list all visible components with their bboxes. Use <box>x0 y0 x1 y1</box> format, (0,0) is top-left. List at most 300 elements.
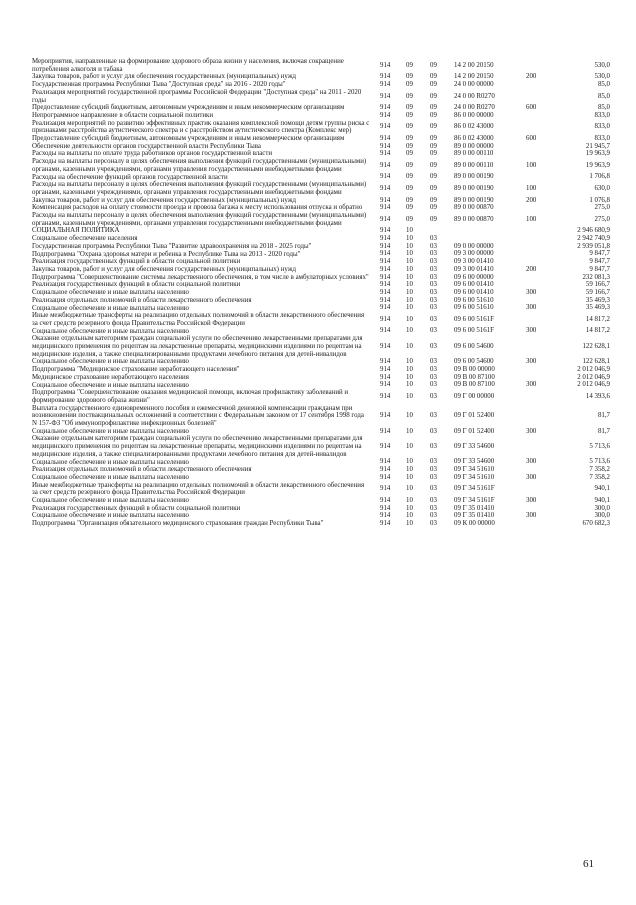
column-gr: 914 <box>380 104 391 112</box>
row-name: Подпрограмма "Медицинское страхование неработающего населения" <box>32 366 240 374</box>
column-sum: 7 358,2 <box>589 466 610 474</box>
column-cs: 24 0 00 R0270 <box>454 104 495 112</box>
column-sum: 2 946 680,9 <box>577 227 610 235</box>
column-cs: 89 0 00 00190 <box>454 173 494 181</box>
column-gr: 914 <box>380 466 391 474</box>
column-sum: 9 847,7 <box>589 265 610 273</box>
table-row <box>32 143 610 151</box>
column-sum: 85,0 <box>597 92 610 100</box>
column-cs: 09 Г 34 5161F <box>454 497 495 505</box>
table-row <box>32 266 610 274</box>
row-name: Реализация мероприятий государственной программы Российской Федерации "Доступная среда" на 2011 - 2020 годы <box>32 88 362 104</box>
column-vr: 300 <box>526 358 537 366</box>
column-cs: 09 Г 33 54600 <box>454 443 495 451</box>
column-sum: 19 963,9 <box>585 161 610 169</box>
table-row <box>32 305 610 313</box>
table-row <box>32 482 610 497</box>
column-gr: 914 <box>380 265 391 273</box>
column-sum: 5 713,6 <box>589 443 610 451</box>
column-pr: 03 <box>430 393 437 401</box>
column-pr: 09 <box>430 173 437 181</box>
column-vr: 100 <box>526 215 537 223</box>
column-cs: 09 6 00 01410 <box>454 281 494 289</box>
row-name: Реализация мероприятий по развитию эффективных практик оказания комплексной помощи детям группы риска с признаками расстройства аутистического спектра и с расстройством аутистического спектра (Комплекс мер) <box>32 119 370 135</box>
column-rz: 09 <box>406 161 413 169</box>
column-pr: 09 <box>430 61 437 69</box>
row-name: Социальное обеспечение населения <box>32 235 138 243</box>
column-rz: 10 <box>406 343 413 351</box>
column-rz: 09 <box>406 104 413 112</box>
row-name: Оказание отдельным категориям граждан социальной услуги по обеспечению лекарственными препаратами для медицинского применения по рецептам на лекарственные препараты, медицинскими изделиями по рецептам на медицинские изделия, а также специализированными продуктами лечебного питания для детей-инвалидов <box>32 435 363 458</box>
row-name: Расходы на выплаты персоналу в целях обеспечения выполнения функций государственными (муниципальными) органами, казенными учреждениями, органами управления государственными внебюджетными фондами <box>32 158 367 173</box>
column-cs: 86 0 02 43000 <box>454 123 494 131</box>
column-sum: 14 393,6 <box>585 393 610 401</box>
column-pr: 09 <box>430 73 437 81</box>
table-row <box>32 466 610 474</box>
column-vr: 300 <box>526 458 537 466</box>
table-row <box>32 73 610 81</box>
column-vr: 100 <box>526 185 537 193</box>
column-rz: 09 <box>406 215 413 223</box>
column-gr: 914 <box>380 289 391 297</box>
column-gr: 914 <box>380 458 391 466</box>
column-rz: 09 <box>406 196 413 204</box>
row-name: Реализация государственных функций в области социальной политики <box>32 258 241 266</box>
column-rz: 10 <box>406 466 413 474</box>
column-cs: 09 6 00 51610 <box>454 296 494 304</box>
row-name: Реализация отдельных полномочий в области лекарственного обеспечения <box>32 466 252 474</box>
column-sum: 833,0 <box>594 123 610 131</box>
column-cs: 09 Г 35 01410 <box>454 512 495 520</box>
column-gr: 914 <box>380 316 391 324</box>
column-vr: 300 <box>526 289 537 297</box>
row-name: Социальное обеспечение и иные выплаты населению <box>32 289 189 297</box>
row-name: СОЦИАЛЬНАЯ ПОЛИТИКА <box>32 227 120 235</box>
table-row <box>32 58 610 73</box>
column-pr: 03 <box>430 373 437 381</box>
table-row <box>32 81 610 89</box>
column-pr: 03 <box>430 265 437 273</box>
column-pr: 09 <box>430 92 437 100</box>
column-vr: 200 <box>526 73 537 81</box>
column-rz: 10 <box>406 443 413 451</box>
column-rz: 09 <box>406 185 413 193</box>
column-cs: 09 3 00 01410 <box>454 258 494 266</box>
column-sum: 122 628,1 <box>582 343 610 351</box>
column-vr: 300 <box>526 512 537 520</box>
table-row <box>32 112 610 120</box>
column-pr: 03 <box>430 381 437 389</box>
column-rz: 10 <box>406 304 413 312</box>
column-cs: 89 0 00 00870 <box>454 204 494 212</box>
column-gr: 914 <box>380 173 391 181</box>
column-pr: 03 <box>430 412 437 420</box>
column-gr: 914 <box>380 81 391 89</box>
table-row <box>32 212 610 227</box>
column-cs: 09 Г 34 51610 <box>454 473 495 481</box>
column-sum: 9 847,7 <box>589 250 610 258</box>
column-vr: 600 <box>526 135 537 143</box>
table-row <box>32 120 610 135</box>
column-gr: 914 <box>380 150 391 158</box>
column-pr: 03 <box>430 316 437 324</box>
column-pr: 09 <box>430 196 437 204</box>
column-sum: 85,0 <box>597 104 610 112</box>
table-row <box>32 474 610 482</box>
column-cs: 89 0 00 00190 <box>454 196 494 204</box>
row-name: Подпрограмма "Охрана здоровья матери и ребенка в Республике Тыва на 2013 - 2020 годы" <box>32 250 301 258</box>
column-gr: 914 <box>380 373 391 381</box>
column-gr: 914 <box>380 273 391 281</box>
column-cs: 09 0 00 00000 <box>454 242 494 250</box>
row-name: Социальное обеспечение и иные выплаты населению <box>32 381 189 389</box>
column-sum: 2 939 051,8 <box>577 242 610 250</box>
column-cs: 09 К 00 00000 <box>454 520 495 528</box>
row-name: Предоставление субсидий бюджетным, автономным учреждениям и иным некоммерческим организациям <box>32 135 345 143</box>
table-row <box>32 258 610 266</box>
table-row <box>32 158 610 173</box>
column-vr: 600 <box>526 104 537 112</box>
column-gr: 914 <box>380 196 391 204</box>
table-row <box>32 512 610 520</box>
column-pr: 03 <box>430 358 437 366</box>
column-sum: 2 012 046,9 <box>577 366 610 374</box>
column-sum: 2 942 740,9 <box>577 235 610 243</box>
column-rz: 09 <box>406 73 413 81</box>
column-vr: 300 <box>526 497 537 505</box>
row-name: Социальное обеспечение и иные выплаты населению <box>32 497 189 505</box>
section-heading-row <box>32 227 610 235</box>
column-pr: 03 <box>430 289 437 297</box>
row-name: Государственная программа Республики Тыва "Развитие здравоохранения на 2018 - 2025 годы" <box>32 242 312 250</box>
column-gr: 914 <box>380 427 391 435</box>
column-rz: 10 <box>406 520 413 528</box>
column-cs: 14 2 00 20150 <box>454 73 494 81</box>
row-name: Реализация государственных функций в области социальной политики <box>32 281 241 289</box>
column-gr: 914 <box>380 250 391 258</box>
column-gr: 914 <box>380 204 391 212</box>
column-pr: 09 <box>430 161 437 169</box>
column-rz: 10 <box>406 227 413 235</box>
column-rz: 10 <box>406 427 413 435</box>
column-cs: 89 0 00 00000 <box>454 142 494 150</box>
row-name: Непрограммное направление в области социальной политики <box>32 111 214 119</box>
page-number: 61 <box>583 858 594 870</box>
table-row <box>32 382 610 390</box>
column-gr: 914 <box>380 512 391 520</box>
column-sum: 530,0 <box>594 61 610 69</box>
column-cs: 09 Г 35 01410 <box>454 504 495 512</box>
column-cs: 86 0 00 00000 <box>454 111 494 119</box>
column-gr: 914 <box>380 123 391 131</box>
column-pr: 03 <box>430 520 437 528</box>
column-rz: 09 <box>406 92 413 100</box>
table-row <box>32 89 610 104</box>
table-row <box>32 428 610 436</box>
column-pr: 03 <box>430 242 437 250</box>
column-vr: 300 <box>526 427 537 435</box>
column-rz: 10 <box>406 358 413 366</box>
row-name: Расходы на выплаты персоналу в целях обеспечения выполнения функций государственными (муниципальными) органами, казенными учреждениями, органами управления государственными внебюджетными фондами <box>32 181 367 196</box>
column-gr: 914 <box>380 366 391 374</box>
column-sum: 19 963,9 <box>585 150 610 158</box>
row-name: Медицинское страхование неработающего населения <box>32 373 189 381</box>
column-pr: 09 <box>430 123 437 131</box>
column-rz: 10 <box>406 289 413 297</box>
table-row <box>32 289 610 297</box>
column-gr: 914 <box>380 343 391 351</box>
column-pr: 03 <box>430 427 437 435</box>
column-sum: 940,1 <box>594 497 610 505</box>
column-rz: 09 <box>406 81 413 89</box>
column-gr: 914 <box>380 485 391 493</box>
column-sum: 833,0 <box>594 111 610 119</box>
column-rz: 10 <box>406 366 413 374</box>
column-pr: 03 <box>430 296 437 304</box>
column-rz: 09 <box>406 204 413 212</box>
column-cs: 86 0 02 43000 <box>454 135 494 143</box>
table-row <box>32 181 610 196</box>
column-gr: 914 <box>380 443 391 451</box>
row-name: Закупка товаров, работ и услуг для обеспечения государственных (муниципальных) нужд <box>32 196 296 204</box>
column-pr: 03 <box>430 466 437 474</box>
row-name: Реализация государственных функций в области социальной политики <box>32 504 241 512</box>
column-rz: 10 <box>406 258 413 266</box>
column-pr: 03 <box>430 458 437 466</box>
table-row <box>32 243 610 251</box>
column-rz: 10 <box>406 242 413 250</box>
column-gr: 914 <box>380 497 391 505</box>
column-gr: 914 <box>380 381 391 389</box>
column-sum: 300,0 <box>594 512 610 520</box>
table-row <box>32 174 610 182</box>
table-row <box>32 197 610 205</box>
column-rz: 10 <box>406 327 413 335</box>
column-sum: 1 706,8 <box>589 173 610 181</box>
table-row <box>32 297 610 305</box>
column-gr: 914 <box>380 258 391 266</box>
column-rz: 10 <box>406 296 413 304</box>
table-row <box>32 366 610 374</box>
column-gr: 914 <box>380 235 391 243</box>
row-name: Социальное обеспечение и иные выплаты населению <box>32 512 189 520</box>
row-name: Выплата государственного единовременного пособия и ежемесячной денежной компенсации гражданам при возникновении поствакцинальных осложнений в соответствии с Федеральным законом от 17 сентября 1998 года N 157-ФЗ "Об иммунопрофилактике инфекционных болезней" <box>32 404 364 428</box>
column-cs: 24 0 00 00000 <box>454 81 494 89</box>
column-sum: 59 166,7 <box>585 281 610 289</box>
column-gr: 914 <box>380 73 391 81</box>
column-gr: 914 <box>380 473 391 481</box>
column-sum: 300,0 <box>594 504 610 512</box>
column-pr: 03 <box>430 250 437 258</box>
table-row <box>32 204 610 212</box>
column-vr: 300 <box>526 327 537 335</box>
column-cs: 09 6 00 01410 <box>454 289 494 297</box>
column-sum: 630,0 <box>594 185 610 193</box>
row-name: Социальное обеспечение и иные выплаты населению <box>32 473 189 481</box>
table-row <box>32 251 610 259</box>
column-pr: 03 <box>430 281 437 289</box>
column-rz: 10 <box>406 281 413 289</box>
table-row <box>32 150 610 158</box>
column-rz: 10 <box>406 273 413 281</box>
row-name: Государственная программа Республики Тыва "Доступная среда" на 2016 - 2020 годы" <box>32 81 286 89</box>
column-pr: 09 <box>430 81 437 89</box>
column-gr: 914 <box>380 227 391 235</box>
column-gr: 914 <box>380 281 391 289</box>
column-rz: 10 <box>406 316 413 324</box>
column-sum: 275,0 <box>594 204 610 212</box>
column-cs: 09 6 00 54600 <box>454 343 494 351</box>
column-pr: 09 <box>430 142 437 150</box>
table-row <box>32 281 610 289</box>
column-pr: 03 <box>430 235 437 243</box>
column-gr: 914 <box>380 215 391 223</box>
column-cs: 09 6 00 00000 <box>454 273 494 281</box>
column-gr: 914 <box>380 61 391 69</box>
column-rz: 10 <box>406 504 413 512</box>
column-rz: 10 <box>406 265 413 273</box>
column-cs: 09 6 00 54600 <box>454 358 494 366</box>
column-rz: 10 <box>406 497 413 505</box>
column-sum: 59 166,7 <box>585 289 610 297</box>
column-vr: 300 <box>526 473 537 481</box>
column-rz: 09 <box>406 135 413 143</box>
column-gr: 914 <box>380 135 391 143</box>
column-cs: 89 0 00 00190 <box>454 185 494 193</box>
column-cs: 09 Г 34 5161F <box>454 485 495 493</box>
column-sum: 7 358,2 <box>589 473 610 481</box>
table-row <box>32 459 610 467</box>
column-rz: 09 <box>406 173 413 181</box>
table-row <box>32 520 610 528</box>
column-sum: 21 945,7 <box>585 142 610 150</box>
row-name: Социальное обеспечение и иные выплаты населению <box>32 327 189 335</box>
table-row <box>32 328 610 336</box>
table-row <box>32 389 610 404</box>
column-pr: 03 <box>430 343 437 351</box>
table-row <box>32 335 610 358</box>
column-sum: 2 012 046,9 <box>577 373 610 381</box>
row-name: Расходы на обеспечение функций органов государственной власти <box>32 173 228 181</box>
column-gr: 914 <box>380 296 391 304</box>
column-rz: 10 <box>406 512 413 520</box>
column-sum: 14 817,2 <box>585 327 610 335</box>
column-cs: 24 0 00 R0270 <box>454 92 495 100</box>
column-pr: 03 <box>430 327 437 335</box>
column-cs: 89 0 00 00110 <box>454 150 494 158</box>
column-cs: 09 Г 01 52400 <box>454 412 495 420</box>
column-cs: 09 6 00 5161F <box>454 327 495 335</box>
column-pr: 09 <box>430 185 437 193</box>
budget-table <box>32 58 610 528</box>
table-row <box>32 135 610 143</box>
row-name: Расходы на выплаты по оплате труда работников органов государственной власти <box>32 150 273 158</box>
table-row <box>32 274 610 282</box>
column-pr: 03 <box>430 473 437 481</box>
column-sum: 232 081,3 <box>582 273 610 281</box>
column-sum: 85,0 <box>597 81 610 89</box>
column-pr: 09 <box>430 150 437 158</box>
column-pr: 03 <box>430 485 437 493</box>
table-row <box>32 374 610 382</box>
row-name: Оказание отдельным категориям граждан социальной услуги по обеспечению лекарственными препаратами для медицинского применения по рецептам на лекарственные препараты, медицинскими изделиями по рецептам на медицинские изделия, а также специализированными продуктами лечебного питания для детей-инвалидов <box>32 335 363 358</box>
column-gr: 914 <box>380 304 391 312</box>
column-cs: 09 В 00 87100 <box>454 373 495 381</box>
column-sum: 1 076,8 <box>589 196 610 204</box>
row-name: Социальное обеспечение и иные выплаты населению <box>32 304 189 312</box>
column-rz: 10 <box>406 473 413 481</box>
column-vr: 200 <box>526 265 537 273</box>
column-vr: 200 <box>526 196 537 204</box>
column-sum: 81,7 <box>597 412 610 420</box>
row-name: Иные межбюджетные трансферты на реализацию отдельных полномочий в области лекарственного обеспечения за счет средств резервного фонда Правительства Российской Федерации <box>32 481 365 497</box>
column-gr: 914 <box>380 161 391 169</box>
column-rz: 10 <box>406 412 413 420</box>
row-name: Предоставление субсидий бюджетным, автономным учреждениям и иным некоммерческим организациям <box>32 104 345 112</box>
row-name: Социальное обеспечение и иные выплаты населению <box>32 358 189 366</box>
column-vr: 300 <box>526 381 537 389</box>
column-rz: 10 <box>406 235 413 243</box>
column-sum: 530,0 <box>594 73 610 81</box>
column-cs: 14 2 00 20150 <box>454 61 494 69</box>
row-name: Подпрограмма "Совершенствование оказания медицинской помощи, включая профилактику заболеваний и формирование здорового образа жизни" <box>32 389 349 404</box>
column-gr: 914 <box>380 242 391 250</box>
column-pr: 09 <box>430 215 437 223</box>
column-cs: 09 3 00 01410 <box>454 265 494 273</box>
column-sum: 9 847,7 <box>589 258 610 266</box>
row-name: Подпрограмма "Организация обязательного медицинского страхования граждан Республики Тыва" <box>32 520 324 528</box>
column-pr: 09 <box>430 104 437 112</box>
column-rz: 09 <box>406 61 413 69</box>
row-name: Закупка товаров, работ и услуг для обеспечения государственных (муниципальных) нужд <box>32 265 296 273</box>
column-pr: 03 <box>430 366 437 374</box>
column-sum: 5 713,6 <box>589 458 610 466</box>
row-name: Расходы на выплаты персоналу в целях обеспечения выполнения функций государственными (муниципальными) органами, казенными учреждениями, органами управления государственными внебюджетными фондами <box>32 212 367 227</box>
column-sum: 940,1 <box>594 485 610 493</box>
column-cs: 09 Г 00 00000 <box>454 393 495 401</box>
column-pr: 09 <box>430 204 437 212</box>
column-cs: 09 В 00 87100 <box>454 381 495 389</box>
column-pr: 03 <box>430 497 437 505</box>
column-cs: 09 Г 01 52400 <box>454 427 495 435</box>
row-name: Закупка товаров, работ и услуг для обеспечения государственных (муниципальных) нужд <box>32 73 296 81</box>
row-name: Мероприятия, направленные на формирование здорового образа жизни у населения, включая сокращение потребления алкоголя и табака <box>32 58 344 73</box>
table-row <box>32 312 610 327</box>
column-gr: 914 <box>380 520 391 528</box>
table-row <box>32 104 610 112</box>
column-sum: 35 469,3 <box>585 296 610 304</box>
column-sum: 833,0 <box>594 135 610 143</box>
column-pr: 09 <box>430 111 437 119</box>
column-pr: 03 <box>430 512 437 520</box>
column-vr: 100 <box>526 161 537 169</box>
column-rz: 09 <box>406 111 413 119</box>
column-pr: 03 <box>430 258 437 266</box>
column-gr: 914 <box>380 412 391 420</box>
row-name: Иные межбюджетные трансферты на реализацию отдельных полномочий в области лекарственного обеспечения за счет средств резервного фонда Правительства Российской Федерации <box>32 312 365 327</box>
row-name: Подпрограмма "Совершенствование системы лекарственного обеспечения, в том числе в амбулаторных условиях" <box>32 273 369 281</box>
row-name: Социальное обеспечение и иные выплаты населению <box>32 427 189 435</box>
column-rz: 10 <box>406 250 413 258</box>
column-gr: 914 <box>380 142 391 150</box>
column-pr: 03 <box>430 443 437 451</box>
column-gr: 914 <box>380 393 391 401</box>
column-cs: 89 0 00 00870 <box>454 215 494 223</box>
column-gr: 914 <box>380 358 391 366</box>
column-cs: 09 Г 34 51610 <box>454 466 495 474</box>
column-gr: 914 <box>380 327 391 335</box>
column-sum: 14 817,2 <box>585 316 610 324</box>
